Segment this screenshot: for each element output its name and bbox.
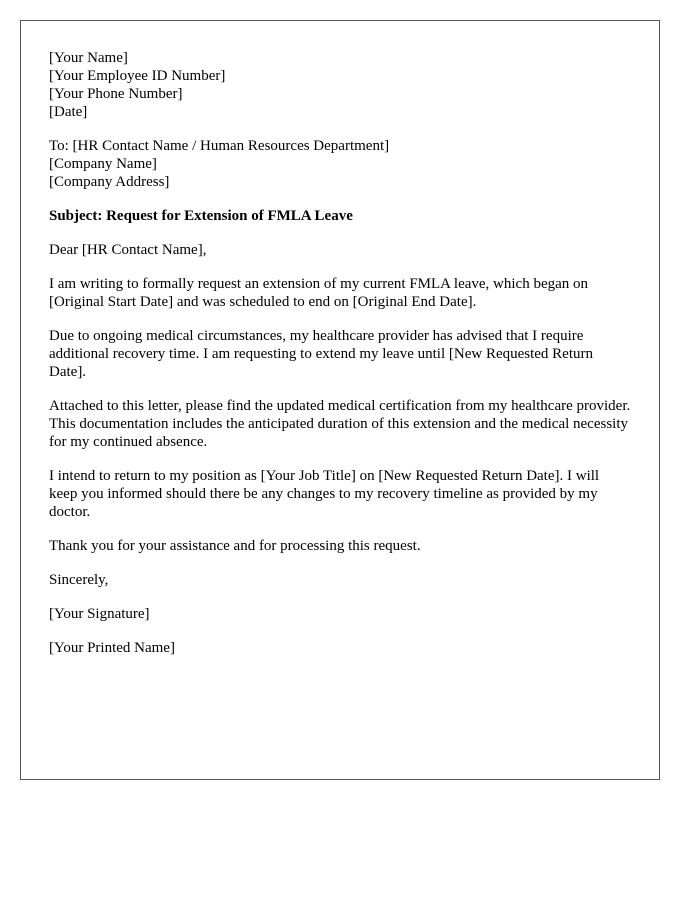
recipient-block <box>49 137 631 191</box>
sender-employee-id: [Your Employee ID Number] <box>49 68 226 84</box>
closing: Sincerely, <box>49 572 109 588</box>
body-paragraph-1: I am writing to formally request an extension of my current FMLA leave, which began on [Original Start Date] and was scheduled to end on [Original End Date]. <box>49 276 589 310</box>
recipient-company-address: [Company Address] <box>49 174 170 190</box>
body-paragraph-4: I intend to return to my position as [Your Job Title] on [New Requested Return Date]. I will keep you informed should there be any changes to my recovery timeline as provided by my doctor. <box>49 468 600 520</box>
letter-date: [Date] <box>49 104 88 120</box>
recipient-to: To: [HR Contact Name / Human Resources Department] <box>49 138 390 154</box>
printed-name: [Your Printed Name] <box>49 640 175 656</box>
salutation: Dear [HR Contact Name], <box>49 242 207 258</box>
body-paragraph-5: Thank you for your assistance and for processing this request. <box>49 538 421 554</box>
letter-document <box>20 20 660 780</box>
sender-block <box>49 49 631 121</box>
body-paragraph-2: Due to ongoing medical circumstances, my healthcare provider has advised that I require additional recovery time. I am requesting to extend my leave until [New Requested Return Date]. <box>49 328 593 380</box>
sender-name: [Your Name] <box>49 50 128 66</box>
recipient-company-name: [Company Name] <box>49 156 157 172</box>
sender-phone: [Your Phone Number] <box>49 86 183 102</box>
subject-line: Subject: Request for Extension of FMLA Leave <box>49 208 353 224</box>
body-paragraph-3: Attached to this letter, please find the updated medical certification from my healthcare provider. This documentation includes the anticipated duration of this extension and the medical necessity for my continued absence. <box>49 398 631 450</box>
signature-placeholder: [Your Signature] <box>49 606 150 622</box>
